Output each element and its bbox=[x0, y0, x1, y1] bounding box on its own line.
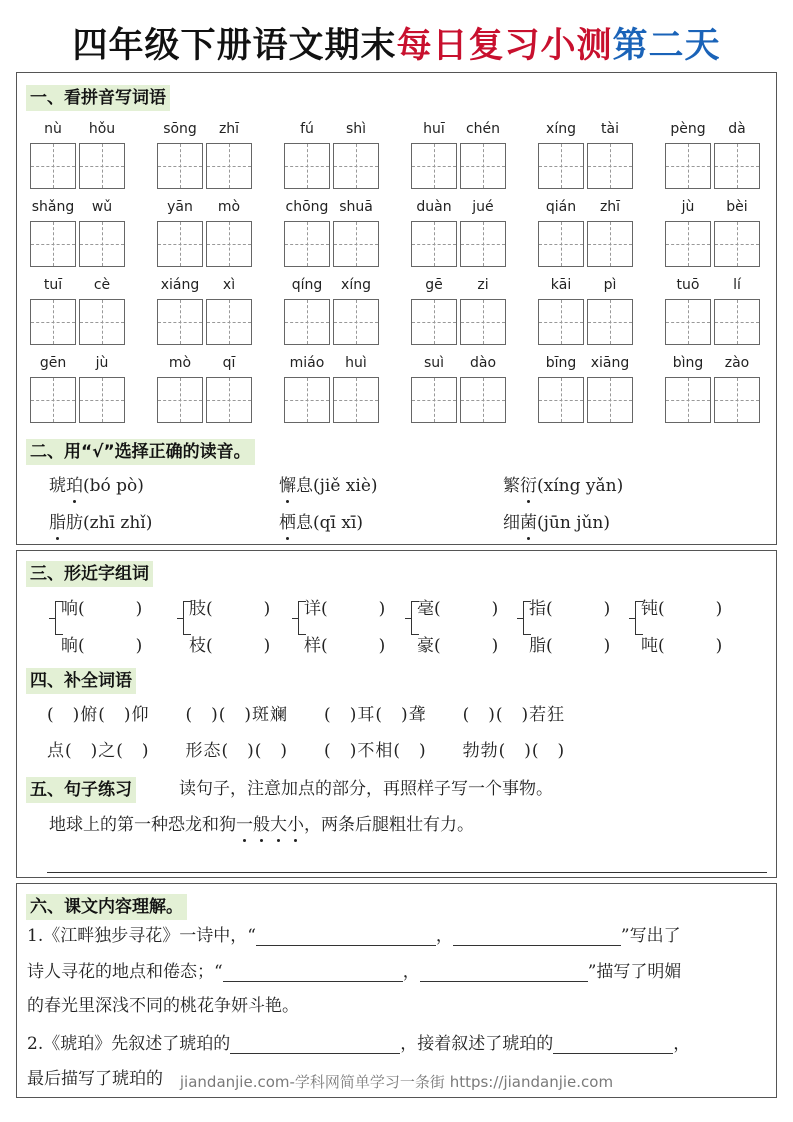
writing-cell[interactable] bbox=[538, 299, 584, 345]
similar-char: 吨 bbox=[641, 636, 658, 656]
char-item bbox=[304, 597, 385, 621]
q1-line-3: 的春光里深浅不同的桃花争妍斗艳。 bbox=[27, 996, 299, 1016]
answer-line[interactable] bbox=[47, 872, 767, 873]
q2-text-b: ，接着叙述了琥珀的 bbox=[400, 1034, 554, 1054]
pinyin-label: tuō bbox=[676, 277, 700, 293]
writing-cell[interactable] bbox=[460, 221, 506, 267]
pinyin-label: zhī bbox=[599, 199, 621, 215]
answer-blank[interactable]: ( ) bbox=[658, 636, 723, 656]
pinyin-label: qī bbox=[222, 355, 236, 371]
writing-cell[interactable] bbox=[587, 299, 633, 345]
word-char: 菌 bbox=[520, 513, 537, 533]
pronunciation-item bbox=[49, 511, 152, 535]
writing-cell[interactable] bbox=[284, 299, 330, 345]
pinyin-options[interactable]: (jiě xiè) bbox=[313, 476, 378, 496]
char-item bbox=[417, 634, 498, 658]
char-item bbox=[529, 597, 610, 621]
pinyin-label: tuī bbox=[43, 277, 63, 293]
pinyin-label: suì bbox=[423, 355, 445, 371]
answer-blank[interactable]: ( ) bbox=[434, 636, 499, 656]
similar-char: 样 bbox=[304, 636, 321, 656]
q2-blank-1[interactable] bbox=[230, 1036, 400, 1054]
q1-line2-text-b: ”描写了明媚 bbox=[587, 962, 682, 982]
answer-blank[interactable]: ( ) bbox=[546, 599, 611, 619]
pronunciation-item bbox=[279, 474, 378, 498]
q1-blank-3[interactable] bbox=[223, 964, 403, 982]
pinyin-label: cè bbox=[93, 277, 111, 293]
section4-heading: 四、补全词语 bbox=[26, 668, 136, 694]
writing-cell[interactable] bbox=[538, 143, 584, 189]
writing-cell[interactable] bbox=[714, 143, 760, 189]
pronunciation-item bbox=[503, 474, 623, 498]
similar-char: 钝 bbox=[641, 599, 658, 619]
q1-separator: ， bbox=[435, 926, 453, 946]
dotted-char: 小 bbox=[287, 815, 304, 835]
pinyin-label: zhī bbox=[218, 121, 240, 137]
pinyin-label: zi bbox=[477, 277, 489, 293]
writing-cell[interactable] bbox=[157, 143, 203, 189]
pinyin-options[interactable]: (jūn jǔn) bbox=[537, 513, 611, 533]
answer-blank[interactable]: ( ) bbox=[321, 636, 386, 656]
pinyin-label: wǔ bbox=[91, 199, 113, 215]
answer-blank[interactable]: ( ) bbox=[206, 636, 271, 656]
pinyin-label: kāi bbox=[550, 277, 572, 293]
writing-cell[interactable] bbox=[157, 221, 203, 267]
writing-cell[interactable] bbox=[460, 299, 506, 345]
pronunciation-item bbox=[279, 511, 363, 535]
similar-char: 晌 bbox=[61, 636, 78, 656]
writing-cell[interactable] bbox=[411, 377, 457, 423]
answer-blank[interactable]: ( ) bbox=[78, 599, 143, 619]
writing-cell[interactable] bbox=[665, 221, 711, 267]
writing-cell[interactable] bbox=[714, 377, 760, 423]
writing-cell[interactable] bbox=[333, 377, 379, 423]
q1-blank-1[interactable] bbox=[256, 928, 436, 946]
char-item bbox=[61, 597, 142, 621]
pinyin-label: jù bbox=[681, 199, 695, 215]
section2-heading: 二、用“√”选择正确的读音。 bbox=[26, 439, 255, 465]
pinyin-label: qíng bbox=[291, 277, 323, 293]
writing-cell[interactable] bbox=[30, 377, 76, 423]
word-char: 琥 bbox=[49, 476, 66, 496]
writing-cell[interactable] bbox=[284, 377, 330, 423]
sentence-prefix: 地球上的第一种恐龙和狗 bbox=[49, 815, 236, 835]
writing-cell[interactable] bbox=[157, 299, 203, 345]
pinyin-label: chén bbox=[465, 121, 501, 137]
pinyin-label: jué bbox=[472, 199, 494, 215]
writing-cell[interactable] bbox=[206, 299, 252, 345]
similar-char: 脂 bbox=[529, 636, 546, 656]
pinyin-label: xiáng bbox=[160, 277, 200, 293]
writing-cell[interactable] bbox=[284, 143, 330, 189]
pinyin-label: hǒu bbox=[88, 121, 116, 137]
writing-cell[interactable] bbox=[79, 221, 125, 267]
pinyin-label: sōng bbox=[163, 121, 197, 137]
pronunciation-item bbox=[49, 474, 144, 498]
writing-cell[interactable] bbox=[30, 143, 76, 189]
example-sentence bbox=[49, 813, 474, 837]
pinyin-label: pèng bbox=[670, 121, 706, 137]
pinyin-options[interactable]: (xíng yǎn) bbox=[537, 476, 624, 496]
pinyin-label: bèi bbox=[726, 199, 748, 215]
char-item bbox=[641, 634, 722, 658]
word-char: 珀 bbox=[66, 476, 83, 496]
q2-text-c: ， bbox=[673, 1034, 691, 1054]
title-part-2: 每日复习小测 bbox=[396, 25, 613, 66]
writing-cell[interactable] bbox=[79, 377, 125, 423]
pinyin-label: gē bbox=[425, 277, 443, 293]
writing-cell[interactable] bbox=[460, 377, 506, 423]
writing-cell[interactable] bbox=[411, 299, 457, 345]
sentence-suffix: ，两条后腿粗壮有力。 bbox=[304, 815, 474, 835]
pinyin-label: gēn bbox=[39, 355, 67, 371]
writing-cell[interactable] bbox=[206, 221, 252, 267]
similar-char: 豪 bbox=[417, 636, 434, 656]
writing-cell[interactable] bbox=[587, 377, 633, 423]
idiom-line-1: ( )俯( )仰 ( )( )斑斓 ( )耳( )聋 ( )( )若狂 bbox=[47, 705, 566, 725]
pinyin-label: tài bbox=[601, 121, 619, 137]
pinyin-options[interactable]: (bó pò) bbox=[83, 476, 144, 496]
writing-cell[interactable] bbox=[538, 221, 584, 267]
writing-cell[interactable] bbox=[665, 377, 711, 423]
pinyin-label: dà bbox=[728, 121, 746, 137]
writing-cell[interactable] bbox=[333, 299, 379, 345]
q1-line-2 bbox=[27, 960, 681, 984]
pinyin-label: yān bbox=[167, 199, 193, 215]
pinyin-label: lí bbox=[733, 277, 741, 293]
similar-char: 详 bbox=[304, 599, 321, 619]
pinyin-label: nù bbox=[44, 121, 62, 137]
section5-instruction: 读句子，注意加点的部分，再照样子写一个事物。 bbox=[179, 779, 553, 799]
pinyin-label: xì bbox=[222, 277, 236, 293]
section5-heading: 五、句子练习 bbox=[26, 777, 136, 803]
similar-char: 响 bbox=[61, 599, 78, 619]
word-char: 息 bbox=[296, 476, 313, 496]
answer-blank[interactable]: ( ) bbox=[78, 636, 143, 656]
answer-blank[interactable]: ( ) bbox=[546, 636, 611, 656]
q1-blank-4[interactable] bbox=[420, 964, 588, 982]
writing-cell[interactable] bbox=[30, 299, 76, 345]
writing-cell[interactable] bbox=[411, 143, 457, 189]
similar-char: 枝 bbox=[189, 636, 206, 656]
pinyin-label: mò bbox=[217, 199, 241, 215]
writing-cell[interactable] bbox=[587, 221, 633, 267]
char-item bbox=[189, 597, 270, 621]
q1-line2-text-a: 诗人寻花的地点和倦态；“ bbox=[27, 962, 223, 982]
pinyin-label: mò bbox=[168, 355, 192, 371]
word-char: 脂 bbox=[49, 513, 66, 533]
writing-cell[interactable] bbox=[587, 143, 633, 189]
char-item bbox=[189, 634, 270, 658]
similar-char: 指 bbox=[529, 599, 546, 619]
writing-cell[interactable] bbox=[333, 221, 379, 267]
q1-text-a: 1.《江畔独步寻花》一诗中，“ bbox=[27, 926, 256, 946]
pinyin-label: dào bbox=[469, 355, 497, 371]
section-box-1 bbox=[16, 72, 777, 545]
similar-char: 肢 bbox=[189, 599, 206, 619]
word-char: 懈 bbox=[279, 476, 296, 496]
char-item bbox=[417, 597, 498, 621]
pinyin-label: jù bbox=[95, 355, 109, 371]
word-char: 衍 bbox=[520, 476, 537, 496]
answer-blank[interactable]: ( ) bbox=[434, 599, 499, 619]
pinyin-label: xíng bbox=[341, 277, 371, 293]
watermark: jiandanjie.com-学科网简单学习一条街 https://jiandanjie.com bbox=[179, 1073, 614, 1091]
writing-cell[interactable] bbox=[157, 377, 203, 423]
writing-cell[interactable] bbox=[665, 143, 711, 189]
similar-char: 毫 bbox=[417, 599, 434, 619]
dotted-char: 大 bbox=[270, 815, 287, 835]
q1-line-1 bbox=[27, 924, 681, 948]
pinyin-label: huì bbox=[345, 355, 367, 371]
section3-heading: 三、形近字组词 bbox=[26, 561, 153, 587]
writing-cell[interactable] bbox=[30, 221, 76, 267]
writing-cell[interactable] bbox=[460, 143, 506, 189]
pinyin-label: shǎng bbox=[31, 199, 75, 215]
answer-blank[interactable]: ( ) bbox=[321, 599, 386, 619]
pinyin-label: shì bbox=[345, 121, 367, 137]
q2-line-1 bbox=[27, 1032, 690, 1056]
char-item bbox=[641, 597, 722, 621]
char-item bbox=[61, 634, 142, 658]
pronunciation-item bbox=[503, 511, 610, 535]
word-char: 息 bbox=[296, 513, 313, 533]
writing-cell[interactable] bbox=[206, 143, 252, 189]
answer-blank[interactable]: ( ) bbox=[658, 599, 723, 619]
q2-blank-2[interactable] bbox=[553, 1036, 673, 1054]
writing-cell[interactable] bbox=[538, 377, 584, 423]
section-box-3 bbox=[16, 883, 777, 1098]
writing-cell[interactable] bbox=[284, 221, 330, 267]
writing-cell[interactable] bbox=[206, 377, 252, 423]
char-item bbox=[304, 634, 385, 658]
pinyin-label: xiāng bbox=[590, 355, 630, 371]
pinyin-label: bīng bbox=[545, 355, 577, 371]
q1-text-b: ”写出了 bbox=[620, 926, 681, 946]
title-part-3: 第二天 bbox=[612, 25, 721, 66]
answer-blank[interactable]: ( ) bbox=[206, 599, 271, 619]
dotted-char: 一 bbox=[236, 815, 253, 835]
q2-text-a: 2.《琥珀》先叙述了琥珀的 bbox=[27, 1034, 231, 1054]
pinyin-label: xíng bbox=[546, 121, 576, 137]
pinyin-options[interactable]: (qī xī) bbox=[313, 513, 364, 533]
pinyin-label: fú bbox=[300, 121, 314, 137]
section-box-2 bbox=[16, 550, 777, 878]
pinyin-label: pì bbox=[603, 277, 617, 293]
word-char: 栖 bbox=[279, 513, 296, 533]
section1-heading: 一、看拼音写词语 bbox=[26, 85, 170, 111]
writing-cell[interactable] bbox=[333, 143, 379, 189]
idiom-line-2: 点( )之( ) 形态( )( ) ( )不相( ) 勃勃( )( ) bbox=[47, 741, 566, 761]
writing-cell[interactable] bbox=[714, 221, 760, 267]
q2-line-2: 最后描写了琥珀的 bbox=[27, 1069, 163, 1089]
pinyin-label: miáo bbox=[289, 355, 325, 371]
pinyin-label: chōng bbox=[285, 199, 329, 215]
pinyin-label: duàn bbox=[416, 199, 452, 215]
dotted-char: 般 bbox=[253, 815, 270, 835]
char-item bbox=[529, 634, 610, 658]
section6-heading: 六、课文内容理解。 bbox=[26, 894, 187, 920]
title-part-1: 四年级下册语文期末 bbox=[72, 25, 397, 66]
q1-blank-2[interactable] bbox=[453, 928, 621, 946]
writing-cell[interactable] bbox=[714, 299, 760, 345]
page-title bbox=[0, 25, 793, 66]
pinyin-label: qián bbox=[545, 199, 577, 215]
writing-cell[interactable] bbox=[665, 299, 711, 345]
pinyin-label: shuā bbox=[339, 199, 373, 215]
word-char: 细 bbox=[503, 513, 520, 533]
pinyin-label: zào bbox=[724, 355, 750, 371]
pinyin-label: huī bbox=[423, 121, 445, 137]
pinyin-label: bìng bbox=[672, 355, 704, 371]
writing-cell[interactable] bbox=[411, 221, 457, 267]
word-char: 繁 bbox=[503, 476, 520, 496]
q1-line2-separator: ， bbox=[402, 962, 420, 982]
writing-cell[interactable] bbox=[79, 299, 125, 345]
pinyin-options[interactable]: (zhī zhǐ) bbox=[83, 513, 153, 533]
word-char: 肪 bbox=[66, 513, 83, 533]
writing-cell[interactable] bbox=[79, 143, 125, 189]
